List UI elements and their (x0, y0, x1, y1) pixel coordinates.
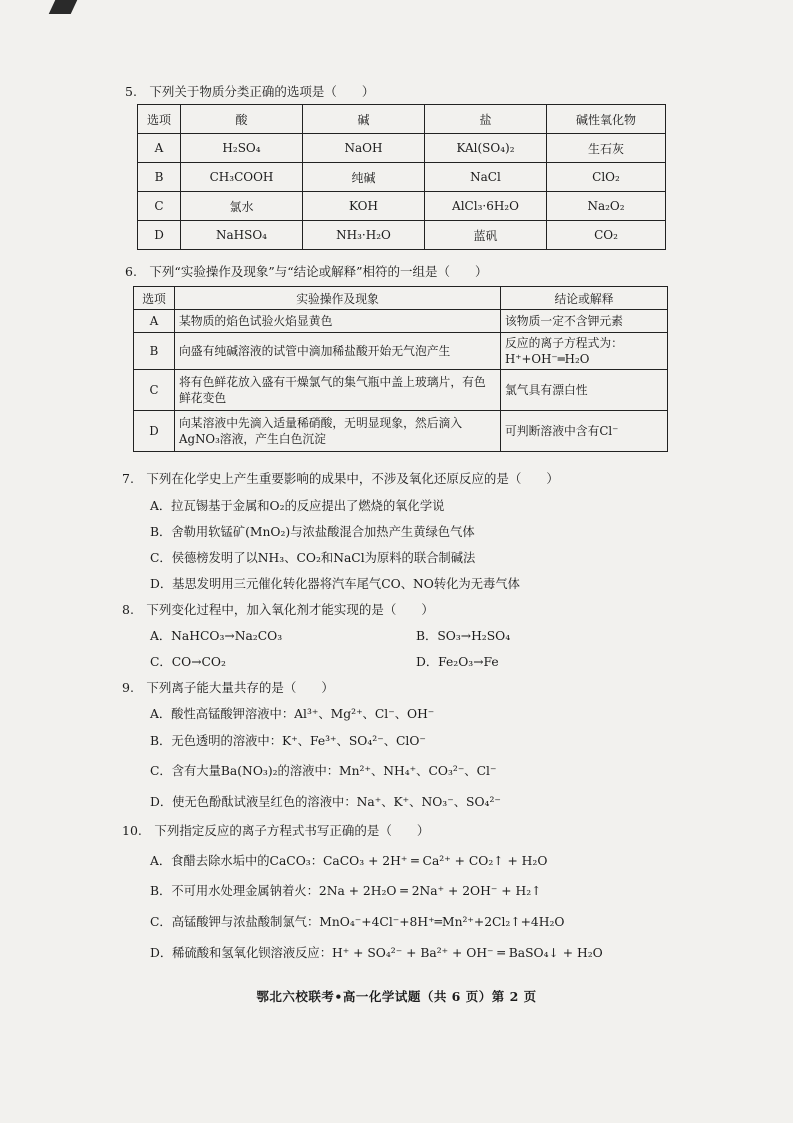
q5-table (137, 104, 666, 250)
table-cell: C (134, 370, 175, 411)
q7-option-c: C．侯德榜发明了以NH₃、CO₂和NaCl为原料的联合制碱法 (150, 551, 476, 565)
q8-stem: 8. 下列变化过程中，加入氧化剂才能实现的是（ ） (122, 602, 434, 617)
page-footer: 鄂北六校联考•高一化学试题（共 6 页）第 2 页 (256, 989, 537, 1004)
table-cell: CO₂ (547, 221, 666, 250)
table-cell: 该物质一定不含钾元素 (501, 310, 668, 333)
q10-option-d: D．稀硫酸和氢氧化钡溶液反应：H⁺ + SO₄²⁻ + Ba²⁺ + OH⁻ ═ BaSO₄↓ + H₂O (150, 946, 603, 960)
q9-option-b: B．无色透明的溶液中：K⁺、Fe³⁺、SO₄²⁻、ClO⁻ (150, 734, 426, 748)
table-cell: B (134, 333, 175, 370)
q8-option-b: B．SO₃→H₂SO₄ (416, 629, 511, 643)
q5-stem: 5. 下列关于物质分类正确的选项是（ ） (125, 84, 375, 99)
table-header: 酸 (181, 105, 303, 134)
table-header-row (134, 287, 668, 310)
q7-stem: 7. 下列在化学史上产生重要影响的成果中，不涉及氧化还原反应的是（ ） (122, 471, 559, 486)
table-header: 实验操作及现象 (175, 287, 501, 310)
table-row (138, 221, 666, 250)
table-cell: 将有色鲜花放入盛有干燥氯气的集气瓶中盖上玻璃片，有色鲜花变色 (175, 370, 501, 411)
table-header-row (138, 105, 666, 134)
table-row (134, 411, 668, 452)
table-cell: NH₃·H₂O (303, 221, 425, 250)
table-cell: A (134, 310, 175, 333)
table-cell: 氯水 (181, 192, 303, 221)
table-cell: 蓝矾 (425, 221, 547, 250)
table-cell: 生石灰 (547, 134, 666, 163)
q9-option-d: D．使无色酚酞试液呈红色的溶液中：Na⁺、K⁺、NO₃⁻、SO₄²⁻ (150, 795, 501, 809)
table-cell: AlCl₃·6H₂O (425, 192, 547, 221)
q8-option-c: C．CO→CO₂ (150, 655, 226, 669)
table-header: 结论或解释 (501, 287, 668, 310)
q10-option-b: B．不可用水处理金属钠着火：2Na + 2H₂O ═ 2Na⁺ + 2OH⁻ + H₂↑ (150, 884, 542, 898)
q6-stem: 6. 下列“实验操作及现象”与“结论或解释”相符的一组是（ ） (125, 264, 488, 279)
table-cell: A (138, 134, 181, 163)
q6-table (133, 286, 668, 452)
q9-option-a: A．酸性高锰酸钾溶液中：Al³⁺、Mg²⁺、Cl⁻、OH⁻ (150, 707, 435, 721)
table-cell: NaCl (425, 163, 547, 192)
table-cell: H₂SO₄ (181, 134, 303, 163)
table-cell: 纯碱 (303, 163, 425, 192)
table-cell: D (134, 411, 175, 452)
table-row (134, 333, 668, 370)
table-header: 碱性氧化物 (547, 105, 666, 134)
table-header: 选项 (134, 287, 175, 310)
table-cell: C (138, 192, 181, 221)
q7-option-a: A．拉瓦锡基于金属和O₂的反应提出了燃烧的氧化学说 (150, 499, 445, 513)
scan-corner-mark (49, 0, 78, 14)
q10-option-c: C．高锰酸钾与浓盐酸制氯气：MnO₄⁻+4Cl⁻+8H⁺═Mn²⁺+2Cl₂↑+4H₂O (150, 915, 565, 929)
table-cell: CH₃COOH (181, 163, 303, 192)
table-cell: ClO₂ (547, 163, 666, 192)
q10-option-a: A．食醋去除水垢中的CaCO₃：CaCO₃ + 2H⁺ ═ Ca²⁺ + CO₂↑ + H₂O (150, 854, 548, 868)
q7-option-b: B．舍勒用软锰矿(MnO₂)与浓盐酸混合加热产生黄绿色气体 (150, 525, 475, 539)
table-cell: 向盛有纯碱溶液的试管中滴加稀盐酸开始无气泡产生 (175, 333, 501, 370)
table-cell: KOH (303, 192, 425, 221)
table-cell: D (138, 221, 181, 250)
table-row (138, 192, 666, 221)
table-cell: KAl(SO₄)₂ (425, 134, 547, 163)
q9-option-c: C．含有大量Ba(NO₃)₂的溶液中：Mn²⁺、NH₄⁺、CO₃²⁻、Cl⁻ (150, 764, 497, 778)
table-cell: NaHSO₄ (181, 221, 303, 250)
table-cell: NaOH (303, 134, 425, 163)
table-header: 盐 (425, 105, 547, 134)
table-cell: B (138, 163, 181, 192)
table-row (134, 310, 668, 333)
q8-option-d: D．Fe₂O₃→Fe (416, 655, 499, 669)
table-cell: 反应的离子方程式为：H⁺+OH⁻═H₂O (501, 333, 668, 370)
table-cell: Na₂O₂ (547, 192, 666, 221)
q10-stem: 10. 下列指定反应的离子方程式书写正确的是（ ） (122, 823, 430, 838)
table-cell: 向某溶液中先滴入适量稀硝酸，无明显现象，然后滴入AgNO₃溶液，产生白色沉淀 (175, 411, 501, 452)
table-cell: 可判断溶液中含有Cl⁻ (501, 411, 668, 452)
table-cell: 氯气具有漂白性 (501, 370, 668, 411)
q8-option-a: A．NaHCO₃→Na₂CO₃ (150, 629, 283, 643)
table-cell: 某物质的焰色试验火焰显黄色 (175, 310, 501, 333)
table-row (134, 370, 668, 411)
table-row (138, 163, 666, 192)
q7-option-d: D．基思发明用三元催化转化器将汽车尾气CO、NO转化为无毒气体 (150, 577, 520, 591)
table-row (138, 134, 666, 163)
q9-stem: 9. 下列离子能大量共存的是（ ） (122, 680, 334, 695)
table-header: 碱 (303, 105, 425, 134)
table-header: 选项 (138, 105, 181, 134)
